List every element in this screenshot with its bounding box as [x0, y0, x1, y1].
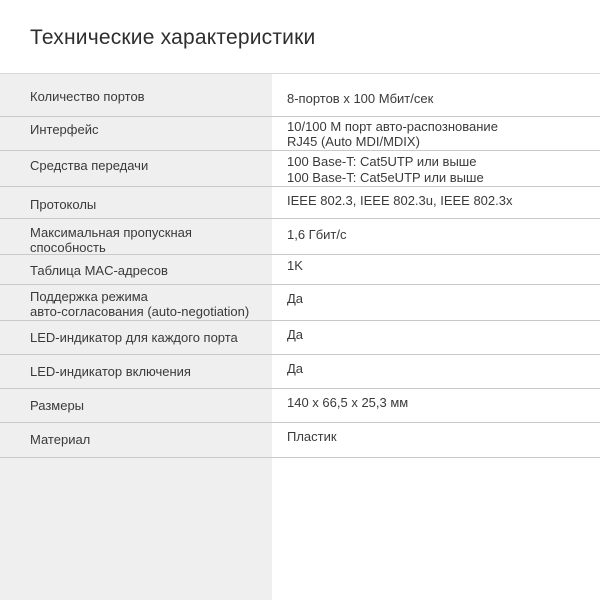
spec-row [0, 321, 600, 355]
spec-value: IEEE 802.3, IEEE 802.3u, IEEE 802.3x [287, 193, 513, 208]
spec-value: 10/100 M порт авто-распознование RJ45 (Auto MDI/MDIX) [287, 119, 498, 149]
spec-value: 100 Base-T: Cat5UTP или выше 100 Base-T: Cat5eUTP или выше [287, 154, 484, 185]
spec-value: 8-портов x 100 Мбит/сек [287, 91, 434, 106]
spec-row [0, 151, 600, 187]
specs-table [0, 74, 600, 458]
spec-label: Поддержка режима авто-согласования (auto-negotiation) [30, 289, 250, 319]
spec-row [0, 219, 600, 255]
spec-row [0, 355, 600, 389]
spec-value: 1K [287, 258, 303, 273]
spec-label: Количество портов [30, 89, 145, 104]
spec-label: LED-индикатор включения [30, 364, 191, 379]
spec-value: Да [287, 361, 304, 376]
spec-value: Да [287, 291, 304, 306]
spec-label: Интерфейс [30, 122, 99, 137]
page-title: Технические характеристики [30, 26, 316, 49]
spec-row [0, 187, 600, 219]
spec-label: Средства передачи [30, 158, 149, 173]
spec-value: Да [287, 327, 304, 342]
spec-row [0, 255, 600, 285]
spec-label: Таблица MAC-адресов [30, 263, 168, 278]
spec-label: Материал [30, 432, 91, 447]
spec-row [0, 285, 600, 321]
spec-label: Максимальная пропускная способность [30, 225, 192, 255]
spec-label: LED-индикатор для каждого порта [30, 330, 238, 345]
spec-row [0, 117, 600, 151]
spec-value: 140 x 66,5 x 25,3 мм [287, 395, 409, 410]
spec-row [0, 389, 600, 423]
spec-value: Пластик [287, 429, 337, 444]
spec-value: 1,6 Гбит/с [287, 227, 347, 242]
spec-label: Размеры [30, 398, 85, 413]
spec-row [0, 423, 600, 458]
spec-row [0, 74, 600, 117]
spec-label: Протоколы [30, 197, 97, 212]
